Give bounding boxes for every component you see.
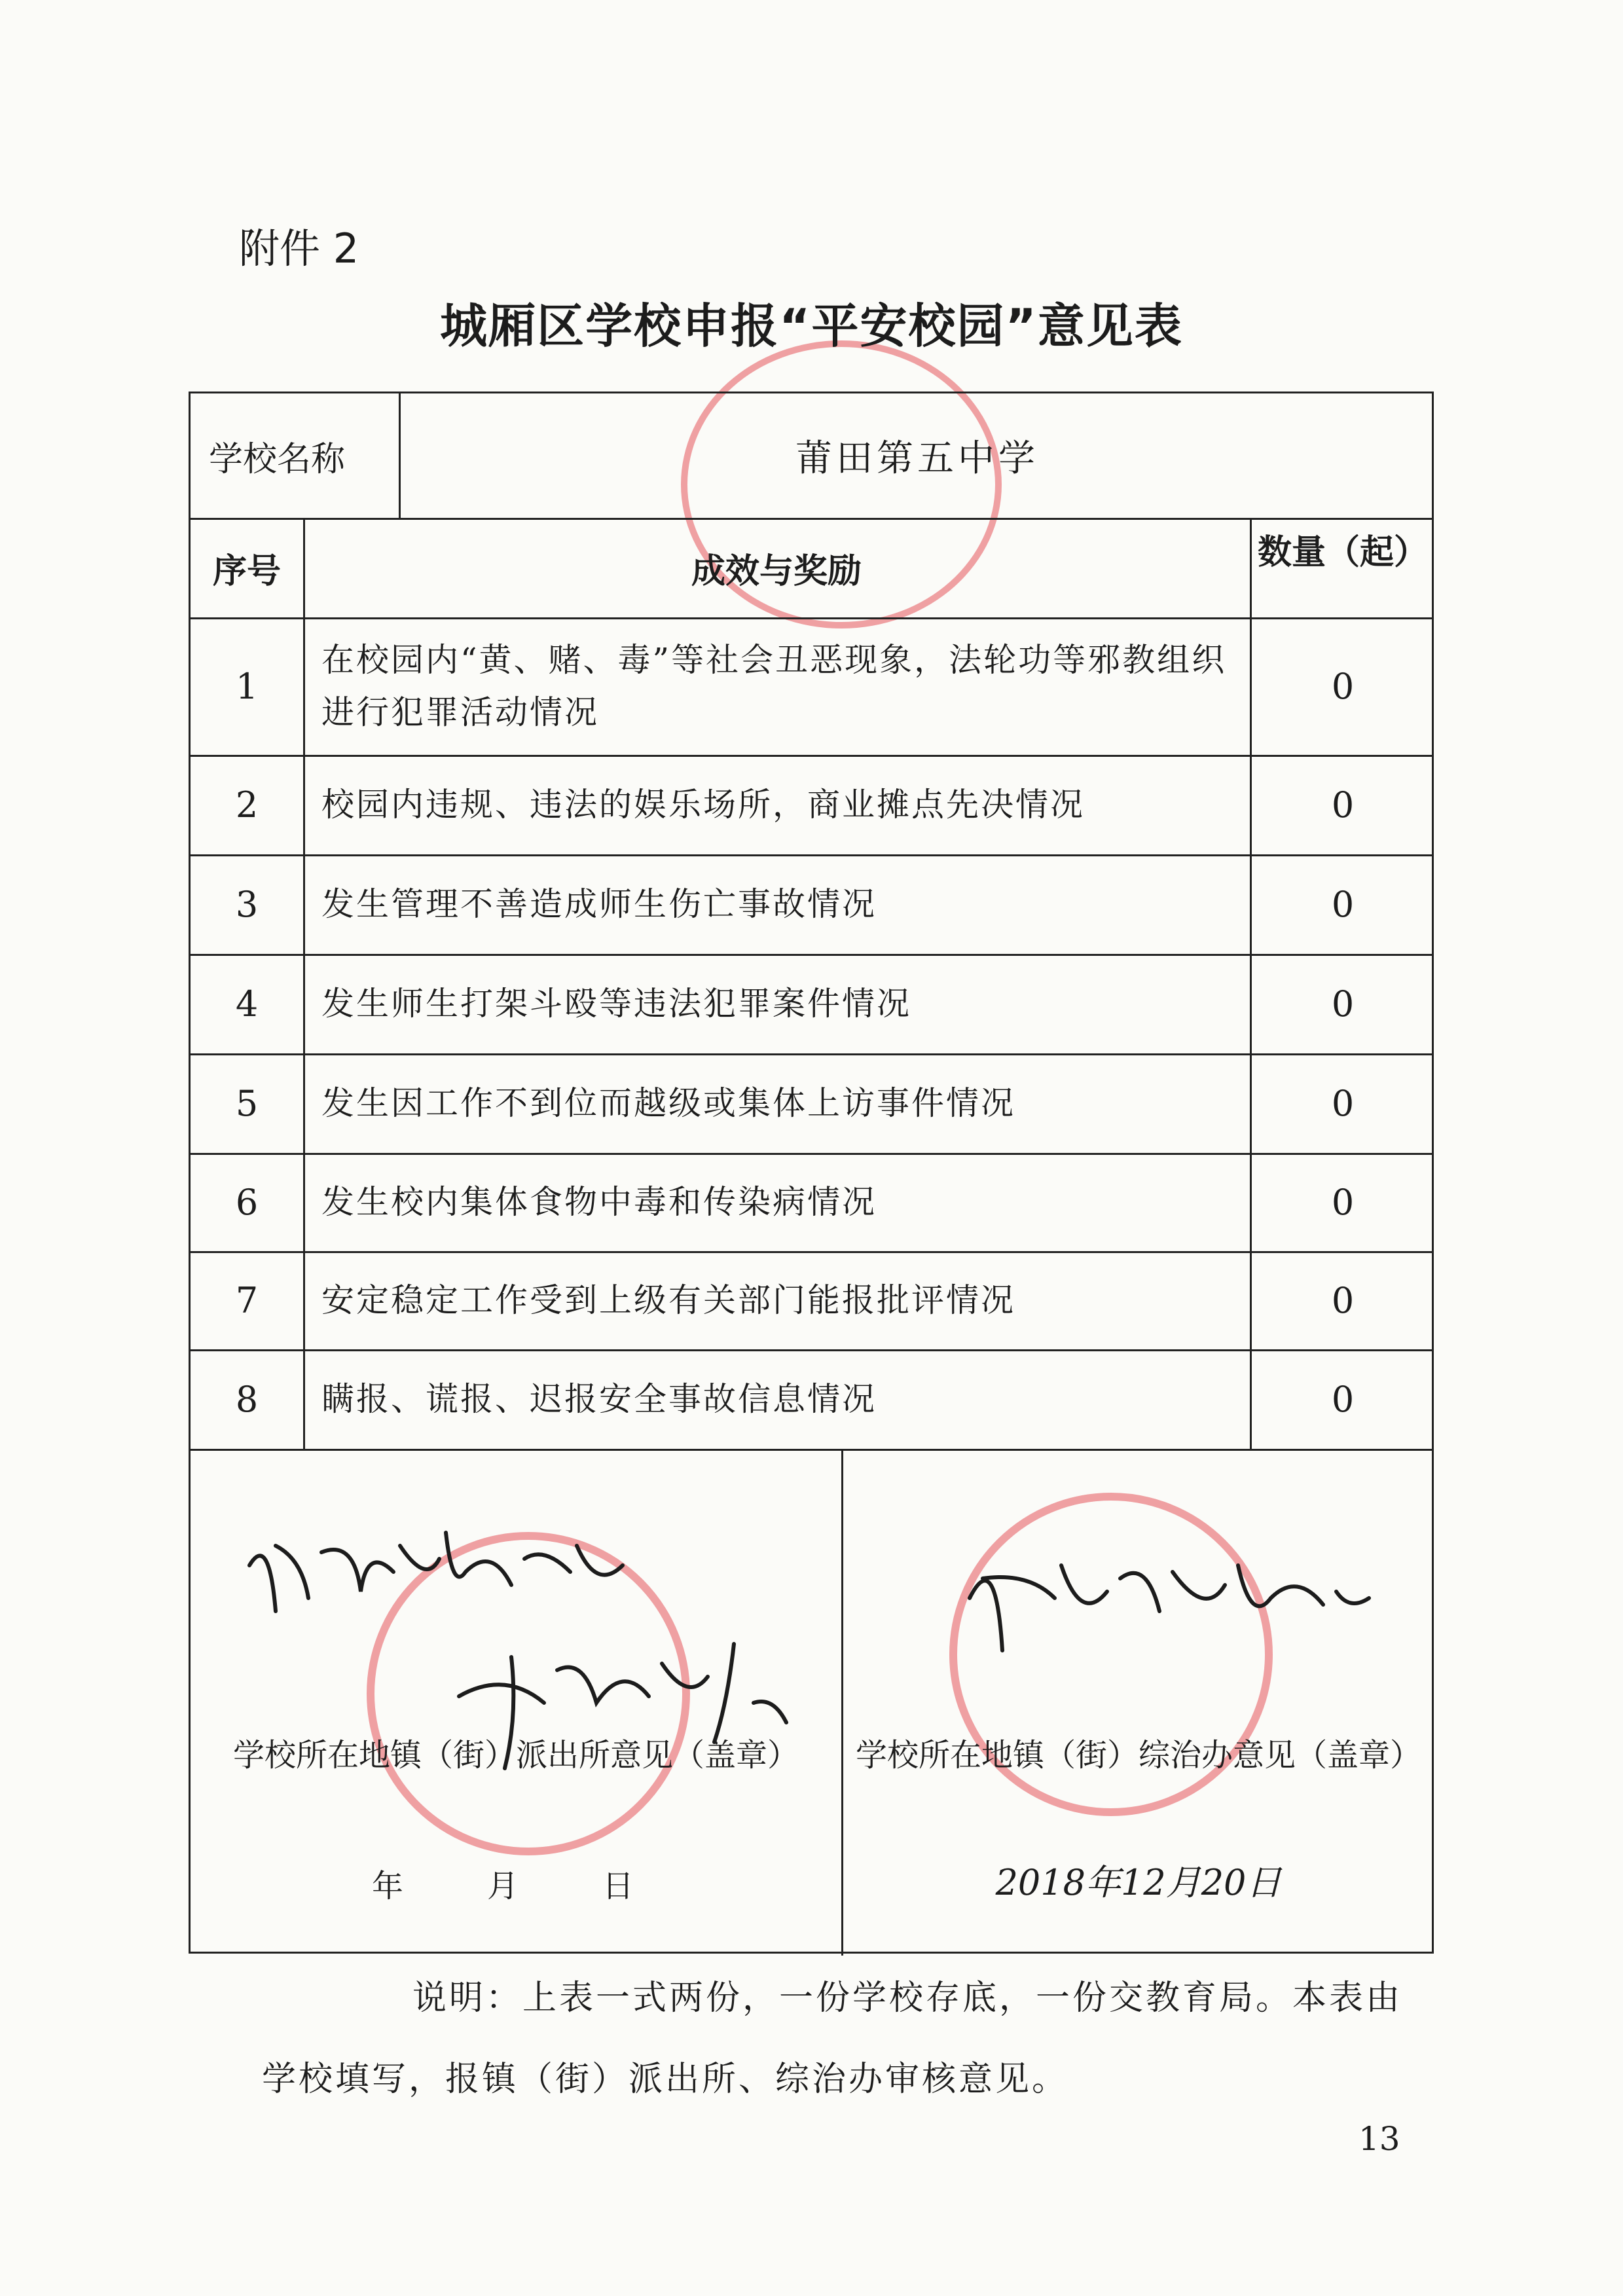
table-row-item: 瞒报、谎报、迟报安全事故信息情况 [321,1380,877,1418]
school-name-label: 学校名称 [209,439,346,479]
table-row-count: 0 [1331,665,1355,707]
table-row-item: 在校园内“黄、赌、毒”等社会丑恶现象，法轮功等邪教组织进行犯罪活动情况 [321,641,1227,731]
item-header: 成效与奖励 [691,551,862,591]
page-title: 城厢区学校申报“平安校园”意见表 [440,299,1183,354]
table-row-item: 发生因工作不到位而越级或集体上访事件情况 [321,1084,1015,1122]
explanation-note-text: 说明：上表一式两份，一份学校存底，一份交教育局。本表由学校填写，报镇（街）派出所、综治办审核意见。 [262,1978,1403,2099]
school-name-value: 莆田第五中学 [795,437,1039,480]
table-row-item: 安定稳定工作受到上级有关部门能报批评情况 [321,1281,1015,1319]
table-row-item: 校园内违规、违法的娱乐场所，商业摊点先决情况 [321,786,1085,824]
table-row-item: 发生师生打架斗殴等违法犯罪案件情况 [321,985,911,1023]
table-row-count: 0 [1331,1279,1355,1321]
table-row-seq: 7 [235,1279,259,1321]
table-row-seq: 3 [235,883,259,925]
comprehensive-office-date: 2018年12月20日 [995,1861,1282,1903]
table-row-count: 0 [1331,1181,1355,1223]
police-station-date: 年 月 日 [371,1867,660,1904]
comprehensive-office-opinion-label: 学校所在地镇（街）综治办意见（盖章） [855,1736,1421,1774]
table-row-seq: 2 [235,784,259,826]
police-station-opinion-label: 学校所在地镇（街）派出所意见（盖章） [232,1736,799,1774]
table-row-seq: 8 [235,1378,259,1420]
table-row-item: 发生管理不善造成师生伤亡事故情况 [321,885,877,923]
page-number: 13 [1359,2120,1400,2158]
table-row-seq: 5 [235,1082,259,1124]
seq-header: 序号 [212,551,281,591]
explanation-note [189,1958,1426,2120]
table-row-seq: 1 [235,665,259,707]
table-row-count: 0 [1331,784,1355,826]
table-row-count: 0 [1331,1082,1355,1124]
table-row-seq: 6 [235,1181,259,1223]
annex-label: 附件 2 [239,225,359,272]
table-row-item: 发生校内集体食物中毒和传染病情况 [321,1183,877,1221]
table-row-count: 0 [1331,883,1355,925]
handwritten-signature-right [943,1520,1402,1690]
table-row-count: 0 [1331,983,1355,1025]
table-row-seq: 4 [235,983,259,1025]
table-row-count: 0 [1331,1378,1355,1420]
opinion-form-table [189,392,1434,1954]
count-header: 数量（起） [1257,533,1428,572]
